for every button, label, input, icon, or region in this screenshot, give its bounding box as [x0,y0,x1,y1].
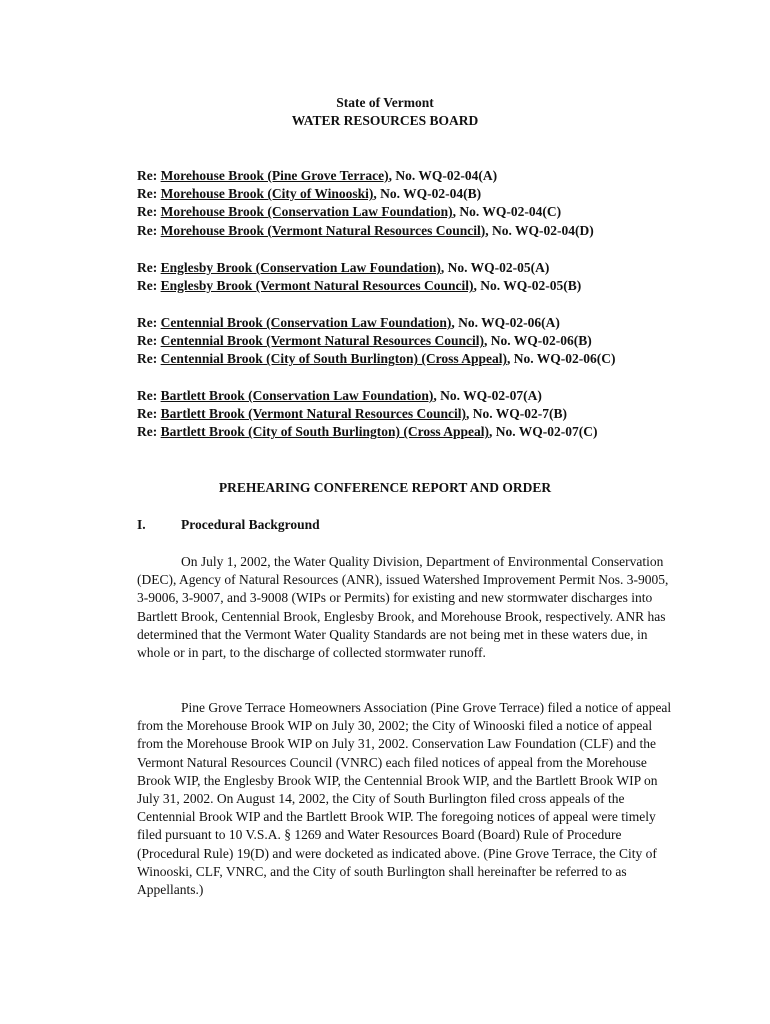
case-name: Englesby Brook (Conservation Law Foundation) [160,260,441,275]
case-name: Centennial Brook (Vermont Natural Resources Council) [160,333,484,349]
case-name: Bartlett Brook (Vermont Natural Resources Council) [160,406,466,422]
board-title: WATER RESOURCES BOARD [291,113,479,128]
re-line [137,203,757,221]
docket-number: , No. WQ-02-06(C) [507,351,616,367]
re-prefix: Re: [137,222,161,238]
docket-number: , No. WQ-02-05(A) [440,260,550,275]
re-line [137,259,757,277]
re-group-centennial [137,314,757,369]
case-name: Englesby Brook (Vermont Natural Resources Council) [160,278,474,294]
re-line [137,222,757,240]
re-prefix: Re: [137,388,161,403]
docket-number: , No. WQ-02-07(A) [433,388,542,403]
re-line [137,167,757,185]
paragraph-1: On July 1, 2002, the Water Quality Division, Department of Environmental Conservation (DEC), Agency of Natural Resources (ANR), issued Watershed Improvement Permit Nos. 3-9005, 3-9006, 3-9007, and 3-9008 (WIPs or Permits) for existing and new stormwater discharges into Bartlett Brook, Centennial Brook, Englesby Brook, and Morehouse Brook, respectively. ANR has determined that the Vermont Water Quality Standards are not being met in these waters due, in whole or in part, to the discharge of collected stormwater runoff. [137,554,669,661]
re-line [137,332,757,350]
re-group-bartlett [137,387,757,442]
case-name: Centennial Brook (Conservation Law Foundation) [160,315,452,330]
re-line [137,314,757,332]
docket-number: , No. WQ-02-04(B) [373,186,482,202]
docket-number: , No. WQ-02-05(B) [473,278,582,294]
re-group-englesby [137,259,757,295]
case-name: Bartlett Brook (Conservation Law Foundation) [160,388,434,403]
re-prefix: Re: [137,204,161,220]
re-prefix: Re: [137,333,161,349]
case-name: Bartlett Brook (City of South Burlington) (Cross Appeal) [160,424,490,440]
re-line [137,185,757,203]
docket-number: , No. WQ-02-04(C) [452,204,562,220]
re-prefix: Re: [137,168,161,183]
docket-number: , No. WQ-02-07(C) [489,424,598,440]
paragraph-2: Pine Grove Terrace Homeowners Association (Pine Grove Terrace) filed a notice of appeal from the Morehouse Brook WIP on July 30, 2002; the City of Winooski filed a notice of appeal from the Morehouse Brook WIP on July 31, 2002. Conservation Law Foundation (CLF) and the Vermont Natural Resources Council (VNRC) each filed notices of appeal from the Morehouse Brook WIP, the Englesby Brook WIP, the Centennial Brook WIP, and the Bartlett Brook WIP on July 31, 2002. On August 14, 2002, the City of South Burlington filed cross appeals of the Centennial Brook WIP and the Bartlett Brook WIP. The foregoing notices of appeal were timely filed pursuant to 10 V.S.A. § 1269 and Water Resources Board (Board) Rule of Procedure (Procedural Rule) 19(D) and were docketed as indicated above. (Pine Grove Terrace, the City of Winooski, CLF, VNRC, and the City of south Burlington shall hereinafter be referred to as Appellants.) [137,700,672,898]
re-line [137,405,757,423]
case-name: Centennial Brook (City of South Burlington) (Cross Appeal) [160,351,508,367]
re-line [137,423,757,441]
re-prefix: Re: [137,186,161,202]
section-number: I. [137,517,146,532]
docket-number: , No. WQ-02-04(A) [388,168,498,183]
docket-number: , No. WQ-02-06(B) [484,333,592,349]
report-title: PREHEARING CONFERENCE REPORT AND ORDER [218,480,552,495]
state-title: State of Vermont [336,95,434,110]
re-prefix: Re: [137,315,161,330]
re-prefix: Re: [137,424,161,440]
docket-number: , No. WQ-02-7(B) [465,406,567,422]
re-group-morehouse [137,167,757,240]
re-prefix: Re: [137,406,161,422]
case-name: Morehouse Brook (Conservation Law Foundation) [160,204,453,220]
case-name: Morehouse Brook (Vermont Natural Resources Council) [160,222,486,238]
case-name: Morehouse Brook (Pine Grove Terrace) [160,168,389,183]
case-name: Morehouse Brook (City of Winooski) [160,186,374,202]
docket-number: , No. WQ-02-04(D) [485,222,594,238]
re-line [137,350,757,368]
re-line [137,277,757,295]
section-title: Procedural Background [181,517,320,532]
re-prefix: Re: [137,260,161,275]
docket-number: , No. WQ-02-06(A) [451,315,560,330]
re-prefix: Re: [137,351,161,367]
re-line [137,387,757,405]
re-prefix: Re: [137,278,161,294]
